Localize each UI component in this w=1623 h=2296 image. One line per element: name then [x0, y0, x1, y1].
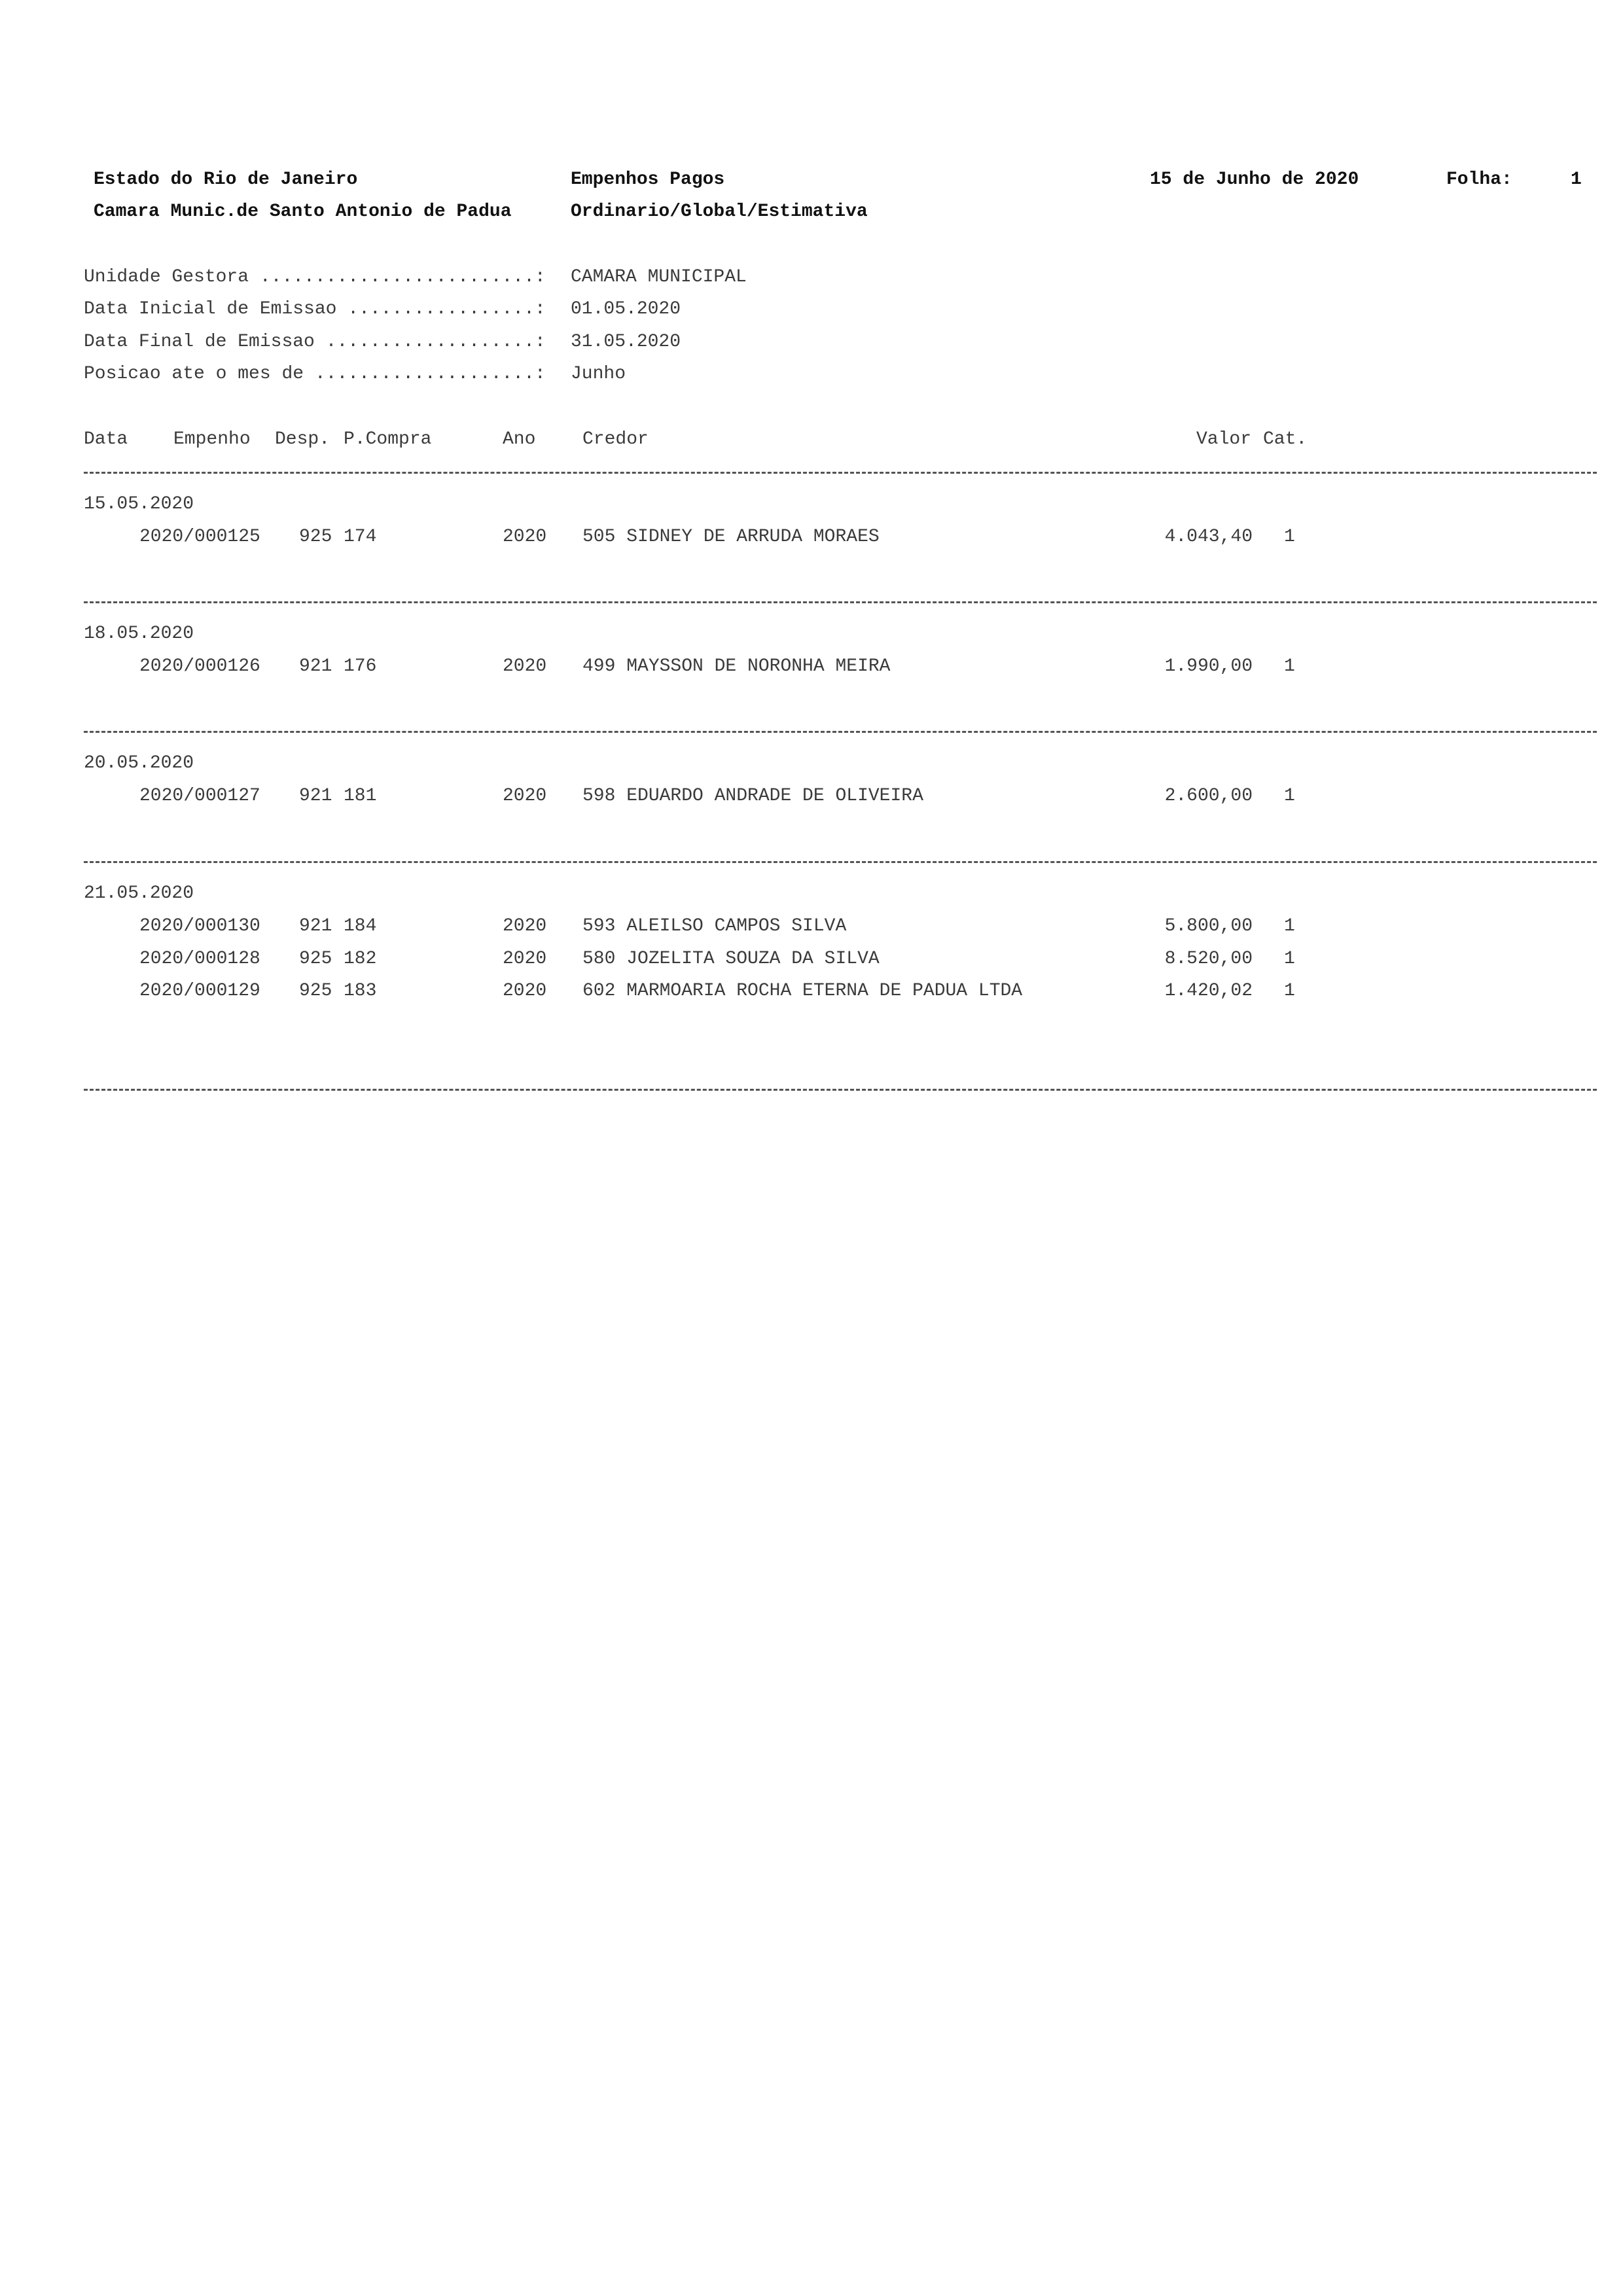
separator-line: [84, 731, 1597, 733]
col-header-empenho: Empenho: [173, 429, 251, 450]
cell-credor: 580 JOZELITA SOUZA DA SILVA: [582, 949, 880, 969]
cell-cat: 1: [1284, 786, 1295, 806]
cell-cat: 1: [1284, 916, 1295, 936]
filter-label: Data Inicial de Emissao .................:: [84, 299, 546, 319]
cell-pcompra: 182: [344, 949, 377, 969]
header-state: Estado do Rio de Janeiro: [94, 169, 358, 190]
col-header-credor: Credor: [582, 429, 649, 450]
cell-ano: 2020: [503, 949, 547, 969]
cell-empenho: 2020/000128: [139, 949, 260, 969]
filter-label: Data Final de Emissao ...................:: [84, 332, 546, 352]
cell-cat: 1: [1284, 527, 1295, 547]
cell-valor: 5.800,00: [1164, 916, 1253, 936]
filter-value: CAMARA MUNICIPAL: [571, 267, 747, 287]
cell-desp: 921: [299, 786, 332, 806]
col-header-cat: Cat.: [1263, 429, 1308, 450]
col-header-pcompra: P.Compra: [344, 429, 432, 450]
cell-valor: 1.420,02: [1164, 981, 1253, 1001]
cell-valor: 4.043,40: [1164, 527, 1253, 547]
cell-credor: 499 MAYSSON DE NORONHA MEIRA: [582, 656, 891, 677]
cell-desp: 921: [299, 916, 332, 936]
group-date: 21.05.2020: [84, 883, 194, 904]
filter-value: 01.05.2020: [571, 299, 681, 319]
cell-cat: 1: [1284, 981, 1295, 1001]
separator-line: [84, 472, 1597, 474]
separator-line: [84, 1089, 1597, 1091]
col-header-ano: Ano: [503, 429, 536, 450]
cell-credor: 602 MARMOARIA ROCHA ETERNA DE PADUA LTDA: [582, 981, 1023, 1001]
cell-desp: 925: [299, 527, 332, 547]
group-date: 18.05.2020: [84, 624, 194, 644]
report-title: Empenhos Pagos: [571, 169, 725, 190]
cell-ano: 2020: [503, 527, 547, 547]
separator-line: [84, 861, 1597, 863]
cell-valor: 8.520,00: [1164, 949, 1253, 969]
cell-ano: 2020: [503, 981, 547, 1001]
filter-value: Junho: [571, 364, 626, 384]
folha-label: Folha:: [1446, 169, 1512, 190]
cell-empenho: 2020/000126: [139, 656, 260, 677]
col-header-desp: Desp.: [275, 429, 330, 450]
report-date: 15 de Junho de 2020: [1150, 169, 1359, 190]
header-chamber: Camara Munic.de Santo Antonio de Padua: [94, 202, 512, 222]
cell-credor: 505 SIDNEY DE ARRUDA MORAES: [582, 527, 880, 547]
cell-valor: 2.600,00: [1164, 786, 1253, 806]
group-date: 20.05.2020: [84, 753, 194, 773]
cell-empenho: 2020/000125: [139, 527, 260, 547]
filter-label: Posicao ate o mes de ....................:: [84, 364, 546, 384]
cell-desp: 925: [299, 981, 332, 1001]
cell-ano: 2020: [503, 916, 547, 936]
group-date: 15.05.2020: [84, 494, 194, 514]
cell-ano: 2020: [503, 656, 547, 677]
cell-desp: 921: [299, 656, 332, 677]
cell-pcompra: 184: [344, 916, 377, 936]
cell-credor: 598 EDUARDO ANDRADE DE OLIVEIRA: [582, 786, 923, 806]
cell-pcompra: 181: [344, 786, 377, 806]
report-subtitle: Ordinario/Global/Estimativa: [571, 202, 868, 222]
cell-ano: 2020: [503, 786, 547, 806]
cell-valor: 1.990,00: [1164, 656, 1253, 677]
cell-pcompra: 176: [344, 656, 377, 677]
cell-empenho: 2020/000127: [139, 786, 260, 806]
folha-value: 1: [1571, 169, 1582, 190]
cell-empenho: 2020/000129: [139, 981, 260, 1001]
cell-pcompra: 174: [344, 527, 377, 547]
filter-value: 31.05.2020: [571, 332, 681, 352]
cell-desp: 925: [299, 949, 332, 969]
cell-credor: 593 ALEILSO CAMPOS SILVA: [582, 916, 847, 936]
cell-cat: 1: [1284, 949, 1295, 969]
cell-pcompra: 183: [344, 981, 377, 1001]
separator-line: [84, 601, 1597, 603]
cell-empenho: 2020/000130: [139, 916, 260, 936]
col-header-valor: Valor: [1196, 429, 1252, 450]
filter-label: Unidade Gestora .........................:: [84, 267, 546, 287]
cell-cat: 1: [1284, 656, 1295, 677]
col-header-data: Data: [84, 429, 128, 450]
